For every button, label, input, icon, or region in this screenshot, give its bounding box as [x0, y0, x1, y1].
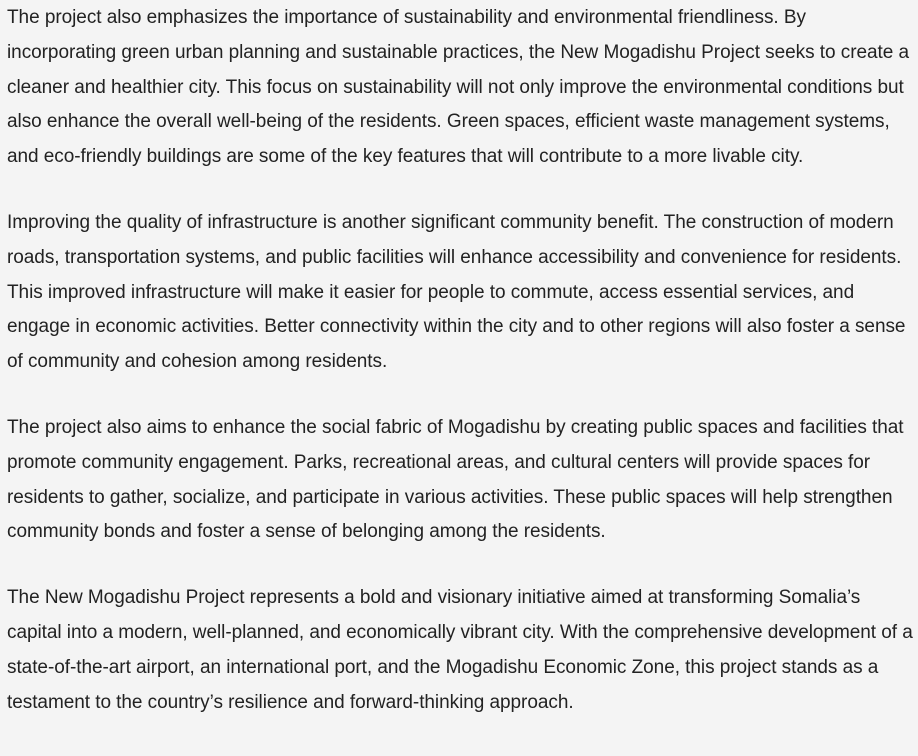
paragraph-infrastructure: Improving the quality of infrastructure is another significant community benefit. The construction of modern roads, transportation systems, and public facilities will enhance accessibility and convenience for residents. This improved infrastructure will make it easier for people to commute, access essential services, and engage in economic activities. Better connectivity within the city and to other regions will also foster a sense of community and cohesion among residents.	[7, 211, 906, 373]
paragraph-sustainability: The project also emphasizes the importance of sustainability and environmental friendliness. By incorporating green urban planning and sustainable practices, the New Mogadishu Project seeks to create a cleaner and healthier city. This focus on sustainability will not only improve the environmental conditions but also enhance the overall well-being of the residents. Green spaces, efficient waste management systems, and eco-friendly buildings are some of the key features that will contribute to a more livable city.	[7, 7, 910, 168]
paragraph-social-fabric: The project also aims to enhance the social fabric of Mogadishu by creating public spaces and facilities that promote community engagement. Parks, recreational areas, and cultural centers will provide spaces for residents to gather, socialize, and participate in various activities. These public spaces will help strengthen community bonds and foster a sense of belonging among the residents.	[7, 416, 904, 543]
article-body	[7, 1, 918, 720]
paragraph-conclusion: The New Mogadishu Project represents a bold and visionary initiative aimed at transforming Somalia’s capital into a modern, well-planned, and economically vibrant city. With the comprehensive development of a state-of-the-art airport, an international port, and the Mogadishu Economic Zone, this project stands as a testament to the country’s resilience and forward-thinking approach.	[7, 587, 913, 713]
